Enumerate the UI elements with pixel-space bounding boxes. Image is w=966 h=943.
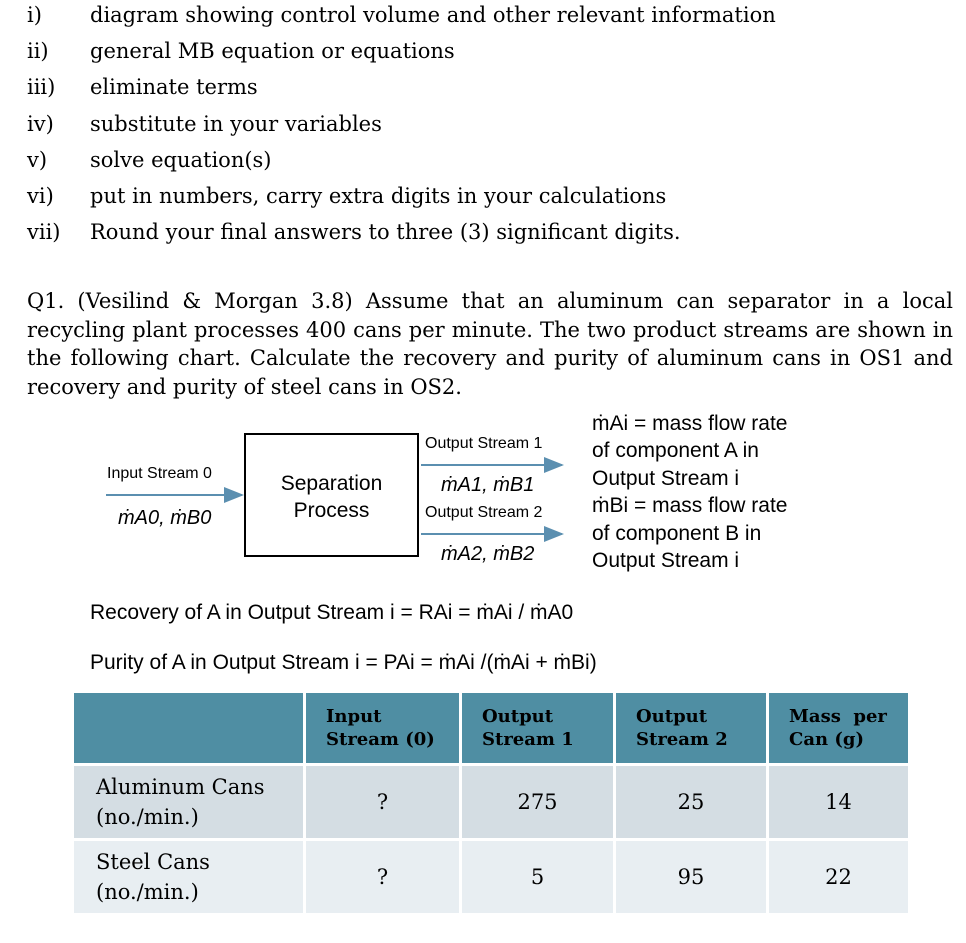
step-item xyxy=(0,181,800,211)
header-mass-per-can xyxy=(768,692,910,765)
cell-steel-out2: 95 xyxy=(615,840,768,915)
step-text: substitute in your variables xyxy=(90,112,382,136)
step-text: put in numbers, carry extra digits in your calculations xyxy=(90,184,667,208)
header-line: Stream (0) xyxy=(326,729,435,750)
cell-aluminum-mass: 14 xyxy=(768,765,910,840)
question-text: Q1. (Vesilind & Morgan 3.8) Assume that an aluminum can separator in a local recycling plant processes 400 cans per minute. The two product streams are shown in the following chart. Calculate the recovery and purity of aluminum cans in OS1 and recovery and purity of steel cans in OS2. xyxy=(27,289,953,399)
step-number: vi) xyxy=(27,184,54,208)
header-line: Can (g) xyxy=(789,729,864,750)
step-number: vii) xyxy=(27,220,61,244)
step-text: general MB equation or equations xyxy=(90,39,455,63)
output-stream-2-vars: ṁA2, ṁB2 xyxy=(441,543,535,565)
header-line: Input xyxy=(326,706,382,727)
table-row xyxy=(73,765,910,840)
step-text: Round your final answers to three (3) significant digits. xyxy=(90,220,681,244)
def-line: Output Stream i xyxy=(592,466,740,490)
step-text: eliminate terms xyxy=(90,75,258,99)
header-line: Output xyxy=(482,706,554,727)
step-number: v) xyxy=(27,148,48,172)
step-text: diagram showing control volume and other relevant information xyxy=(90,3,776,27)
separation-diagram xyxy=(0,400,966,590)
cell-steel-mass: 22 xyxy=(768,840,910,915)
header-input-stream xyxy=(305,692,461,765)
def-line: of component A in xyxy=(592,439,759,463)
step-item xyxy=(0,72,800,102)
can-data-table xyxy=(71,690,911,916)
separation-process-label xyxy=(244,470,419,524)
step-item xyxy=(0,109,800,139)
variable-definitions xyxy=(592,410,787,574)
table-header-row xyxy=(73,692,910,765)
step-item xyxy=(0,217,800,247)
cell-steel-input: ? xyxy=(305,840,461,915)
output-stream-1-vars: ṁA1, ṁB1 xyxy=(441,474,535,496)
def-line: of component B in xyxy=(592,521,762,545)
def-line: Output Stream i xyxy=(592,549,740,573)
output-stream-2-label: Output Stream 2 xyxy=(425,504,543,521)
step-item xyxy=(0,0,800,30)
row-label-line: Aluminum Cans xyxy=(96,775,265,799)
header-output-stream-2 xyxy=(615,692,768,765)
step-number: ii) xyxy=(27,39,49,63)
step-number: iii) xyxy=(27,75,56,99)
header-cell-blank xyxy=(73,692,305,765)
step-item xyxy=(0,36,800,66)
process-line2: Process xyxy=(293,499,370,522)
cell-aluminum-out2: 25 xyxy=(615,765,768,840)
step-number: iv) xyxy=(27,112,54,136)
table-row xyxy=(73,840,910,915)
header-line: Stream 2 xyxy=(636,729,728,750)
header-output-stream-1 xyxy=(461,692,615,765)
purity-formula: Purity of A in Output Stream i = PAi = ṁAi /(ṁAi + ṁBi) xyxy=(90,651,597,674)
input-stream-vars: ṁA0, ṁB0 xyxy=(118,507,212,529)
cell-aluminum-out1: 275 xyxy=(461,765,615,840)
step-item xyxy=(0,145,800,175)
cell-steel-out1: 5 xyxy=(461,840,615,915)
row-label-line: (no./min.) xyxy=(96,805,199,829)
cell-aluminum-input: ? xyxy=(305,765,461,840)
step-text: solve equation(s) xyxy=(90,148,272,172)
def-line: ṁBi = mass flow rate xyxy=(592,494,788,518)
header-line: Stream 1 xyxy=(482,729,574,750)
process-line1: Separation xyxy=(280,472,383,495)
output-stream-1-label: Output Stream 1 xyxy=(425,435,543,452)
row-label-line: (no./min.) xyxy=(96,880,199,904)
def-line: ṁAi = mass flow rate xyxy=(592,412,788,435)
row-label-line: Steel Cans xyxy=(96,850,210,874)
recovery-formula: Recovery of A in Output Stream i = RAi = ṁAi / ṁA0 xyxy=(90,601,574,624)
row-label-aluminum xyxy=(73,765,305,840)
header-line: Mass per xyxy=(789,706,887,727)
input-stream-label: Input Stream 0 xyxy=(107,465,212,482)
row-label-steel xyxy=(73,840,305,915)
step-number: i) xyxy=(27,3,42,27)
header-line: Output xyxy=(636,706,708,727)
